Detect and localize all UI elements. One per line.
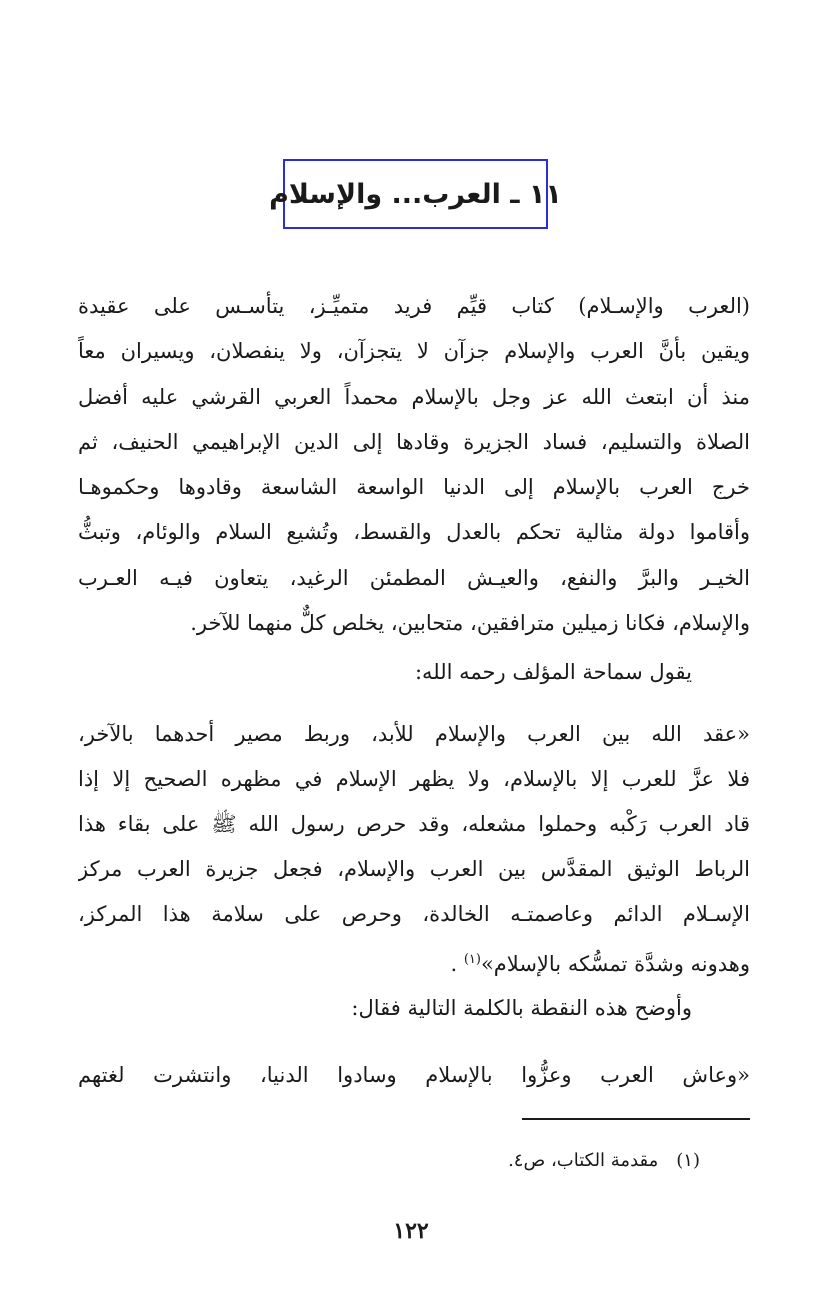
- text-line: منذ أن ابتعث الله عز وجل بالإسلام محمداً العربي القرشي عليه أفضل: [78, 384, 750, 409]
- text-line: (العرب والإسـلام) كتاب قيِّم فريد متميِّـز، يتأسـس على عقيدة: [78, 294, 750, 318]
- text-line-last: [78, 937, 750, 982]
- quote-block-2: [78, 1053, 750, 1098]
- text-line: والإسلام، فكانا زميلين مترافقين، متحابين، يخلص كلٌّ منهما للآخر.: [190, 611, 750, 636]
- page-number: ١٢٢: [393, 1218, 429, 1244]
- text-line: «عقد الله بين العرب والإسلام للأبد، وربط مصير أحدهما بالآخر،: [78, 722, 750, 746]
- text-line: «وعاش العرب وعزُّوا بالإسلام وسادوا الدنيا، وانتشرت لغتهم: [78, 1063, 750, 1087]
- quote-intro-2: وأوضح هذه النقطة بالكلمة التالية فقال:: [351, 996, 692, 1020]
- text-line: الصلاة والتسليم، فساد الجزيرة وقادها إلى الدين الإبراهيمي الحنيف، ثم: [78, 429, 750, 454]
- text-line-content: وهدونه وشدَّة تمسُّكه بالإسلام»: [480, 952, 750, 976]
- paragraph-intro: [78, 284, 750, 646]
- text-line: قاد العرب رَكْبه وحملوا مشعله، وقد حرص رسول الله ﷺ على بقاء هذا: [78, 812, 750, 836]
- footnote-reference[interactable]: (١): [463, 952, 481, 967]
- footnote-text: مقدمة الكتاب، ص٤.: [508, 1150, 659, 1171]
- chapter-title-box: [269, 159, 562, 229]
- text-line: الرباط الوثيق المقدَّس بين العرب والإسلام، فجعل جزيرة العرب مركز: [78, 857, 750, 881]
- footnote-divider: [522, 1118, 750, 1120]
- text-line: الخيـر والبرَّ والنفع، والعيـش المطمئن الرغيد، يتعاون فيـه العـرب: [78, 565, 750, 590]
- text-line: وأقاموا دولة مثالية تحكم بالعدل والقسط، وتُشيع السلام والوئام، وتبثُّ: [78, 520, 750, 545]
- footnote-number: (١): [676, 1150, 700, 1171]
- quote-intro-1: يقول سماحة المؤلف رحمه الله:: [414, 660, 692, 684]
- text-line: خرج العرب بالإسلام إلى الدنيا الواسعة الشاسعة وقادوها وحكموهـا: [78, 475, 750, 500]
- text-line: الإسـلام الدائم وعاصمتـه الخالدة، وحرص على سلامة هذا المركز،: [78, 902, 750, 926]
- footnote: [508, 1150, 700, 1171]
- quote-block-1: [78, 712, 750, 982]
- sentence-end: .: [450, 952, 458, 976]
- text-line: فلا عزَّ للعرب إلا بالإسلام، ولا يظهر الإسلام في مظهره الصحيح إلا إذا: [78, 767, 750, 791]
- text-line: ويقين بأنَّ العرب والإسلام جزآن لا يتجزآن، ولا ينفصلان، ويسيران معاً: [78, 339, 750, 364]
- chapter-title: ١١ ـ العرب... والإسلام: [269, 178, 562, 210]
